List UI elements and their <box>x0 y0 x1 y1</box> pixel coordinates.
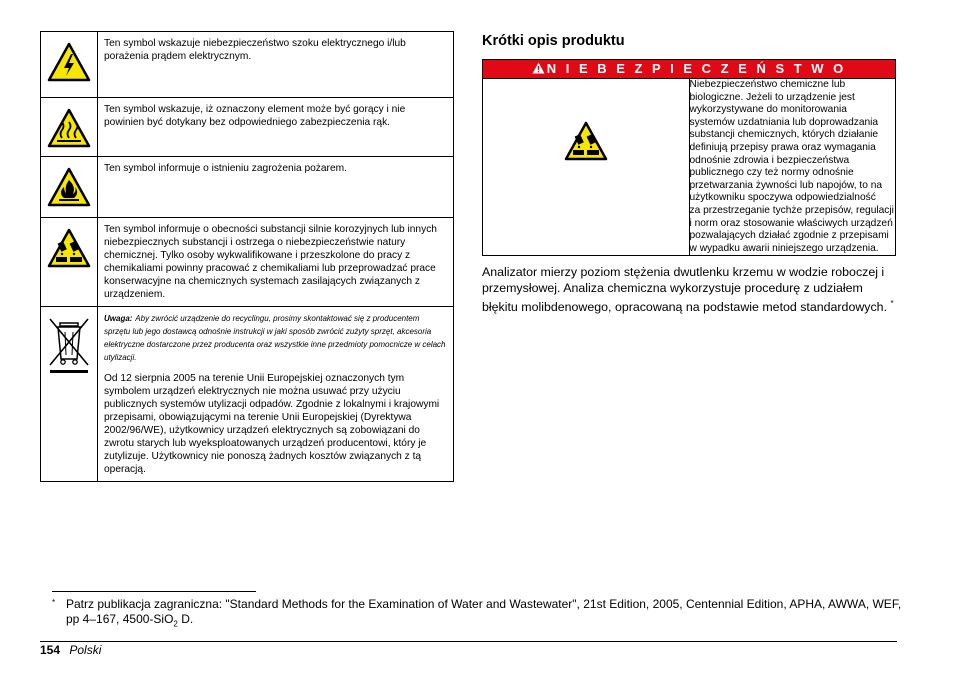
symbol-text: Ten symbol informuje o istnieniu zagrożenia pożarem. <box>98 157 454 218</box>
warning-triangle-icon <box>532 62 545 74</box>
footnote-divider <box>52 591 256 592</box>
symbol-row <box>41 32 454 98</box>
symbol-row <box>41 307 454 482</box>
note-label: Uwaga: <box>104 314 133 323</box>
symbol-row <box>41 157 454 218</box>
corrosive-icon <box>47 228 91 268</box>
product-overview <box>482 31 896 315</box>
hot-surface-icon <box>47 108 91 148</box>
symbols-table <box>40 31 454 482</box>
fire-hazard-icon <box>47 167 91 207</box>
section-title: Krótki opis produktu <box>482 33 625 49</box>
page-footer <box>40 643 101 657</box>
footer-divider <box>40 641 897 642</box>
symbol-row <box>41 218 454 307</box>
intro-paragraph <box>482 264 896 315</box>
intro-text: Analizator mierzy poziom stężenia dwutlenku krzemu w wodzie roboczej i przemysłowej. Analiza chemiczna wykorzystuje procedurę z udziałem błękitu molibdenowego, opracowaną na podstawie metod standardowych. <box>482 265 888 315</box>
danger-text: za przestrzeganie tychże przepisów, regulacji i norm oraz stosowanie właściwych urządzeń pozwalających działać zgodnie z przepisami w wypadku awarii niniejszego urządzenia. <box>689 204 894 254</box>
page-number: 154 <box>40 643 61 657</box>
footnote-ref[interactable]: * <box>890 299 894 309</box>
danger-box <box>482 59 896 256</box>
footnote-mark: * <box>52 598 56 607</box>
danger-header <box>483 60 896 79</box>
danger-label: N I E B E Z P I E C Z E Ń S T W O <box>546 61 847 76</box>
danger-text: Niebezpieczeństwo chemiczne lub biologiczne. Jeżeli to urządzenie jest wykorzystywane do monitorowania systemów uzdatniania lub doprowadzania substancji chemicznych, których działanie definiują przepisy prawa oraz wymagania odnośnie zdrowia i bezpieczeństwa publicznego czy też normy odnośnie przetwarzania żywności lub napojów, to na użytkowniku spoczywa odpowiedzialność <box>689 79 883 204</box>
language-label: Polski <box>69 643 102 657</box>
footnote <box>52 597 902 631</box>
symbol-text: Ten symbol wskazuje niebezpieczeństwo szoku elektrycznego i/lub porażenia prądem elektrycznym. <box>98 32 454 98</box>
crossed-bin-icon <box>46 315 92 375</box>
footnote-tail: D. <box>177 612 194 626</box>
electrical-hazard-icon <box>47 42 91 82</box>
symbol-text: Ten symbol informuje o obecności substancji silnie korozyjnych lub innych niebezpiecznych substancji i ostrzega o niebezpieczeństwie natury chemicznej. Tylko osoby wykwalifikowane i przeszkolone do pracy z chemikaliami powinny pracować z chemikaliami lub przeprowadzać prace konserwacyjne na chemicznych systemach zasilających związanych z urządzeniem. <box>98 218 454 307</box>
weee-text: Od 12 sierpnia 2005 na terenie Unii Europejskiej oznaczonych tym symbolem urządzeń elektrycznych nie można usuwać przy użyciu publicznych systemów utylizacji odpadów. Zgodnie z lokalnymi i krajowymi przepisami, obowiązującymi na terenie Unii Europejskiej (Dyrektywa 2002/96/WE), użytkownicy urządzeń elektrycznych są zobowiązani do zwrotu starych lub wyeksploatowanych urządzeń producentowi, który je zutylizuje. Użytkownicy nie ponoszą żadnych kosztów związanych z tą operacją. <box>104 373 440 475</box>
footnote-subscript: 2 <box>173 619 178 629</box>
corrosive-icon <box>564 121 608 161</box>
symbol-text: Ten symbol wskazuje, iż oznaczony element może być gorący i nie powinien być dotykany bez odpowiedniego zabezpieczenia rąk. <box>98 98 454 157</box>
recycling-note <box>104 312 447 364</box>
symbol-row <box>41 98 454 157</box>
footnote-text: Patrz publikacja zagraniczna: "Standard Methods for the Examination of Water and Wastewater", 21st Edition, 2005, Centennial Edition, APHA, AWWA, WEF, pp 4–167, 4500-SiO <box>66 597 902 626</box>
note-text: Aby zwrócić urządzenie do recyclingu, prosimy skontaktować się z producentem sprzętu lub jego dostawcą odnośnie instrukcji w jaki sposób zwrócić zużyty sprzęt, akcesoria elektryczne dostarczone przez producenta oraz wszystkie inne przedmioty pomocnicze w celach utylizacji. <box>104 314 446 362</box>
